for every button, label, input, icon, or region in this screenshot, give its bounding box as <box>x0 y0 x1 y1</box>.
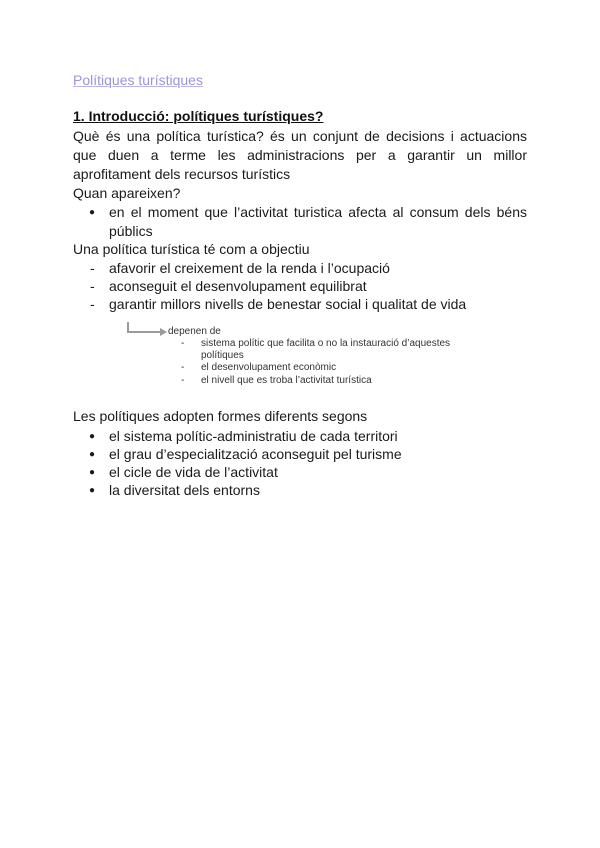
bullet-icon: ● <box>89 485 96 496</box>
bullet-icon: ● <box>89 467 96 478</box>
definition-paragraph: Què és una política turística? és un conjunt de decisions i actuacions que duen a terme les administracions per a garantir un millor aprofitament dels recursos turístics <box>73 128 527 182</box>
list-item-text: la diversitat dels entorns <box>109 482 260 498</box>
document-title[interactable]: Polítiques turístiques <box>73 72 203 88</box>
section-heading: 1. Introducció: polítiques turístiques? <box>73 108 324 124</box>
dash-icon: - <box>90 278 95 294</box>
depend-label: depenen de <box>168 326 221 337</box>
depend-item: el desenvolupament econòmic <box>201 362 337 373</box>
list-item-text: garantir millors nivells de benestar social i qualitat de vida <box>109 296 467 312</box>
dash-icon: - <box>181 362 185 373</box>
list-item-text: el cicle de vida de l’activitat <box>109 464 278 480</box>
elbow-arrow-icon <box>127 321 169 337</box>
list-item-text: el sistema polític-administratiu de cada territori <box>109 428 398 444</box>
bullet-icon: ● <box>89 207 96 218</box>
list-item-text: en el moment que l’activitat turistica afecta al consum dels béns públics <box>109 204 527 239</box>
when-label: Quan apareixen? <box>73 185 181 201</box>
bullet-icon: ● <box>89 449 96 460</box>
bullet-icon: ● <box>89 431 96 442</box>
dash-icon: - <box>90 296 95 312</box>
depend-item: sistema polític que facilita o no la instauració d’aquestes polítiques <box>201 338 451 361</box>
list-item-text: afavorir el creixement de la renda i l’ocupació <box>109 260 390 276</box>
dash-icon: - <box>181 375 185 386</box>
objective-label: Una política turística té com a objectiu <box>73 241 310 257</box>
forms-label: Les polítiques adopten formes diferents segons <box>73 408 368 424</box>
depend-item: el nivell que es troba l’activitat turística <box>201 375 372 386</box>
dash-icon: - <box>90 260 95 276</box>
list-item-text: aconseguit el desenvolupament equilibrat <box>109 278 367 294</box>
dash-icon: - <box>181 338 185 349</box>
list-item-text: el grau d’especialització aconseguit pel turisme <box>109 446 402 462</box>
